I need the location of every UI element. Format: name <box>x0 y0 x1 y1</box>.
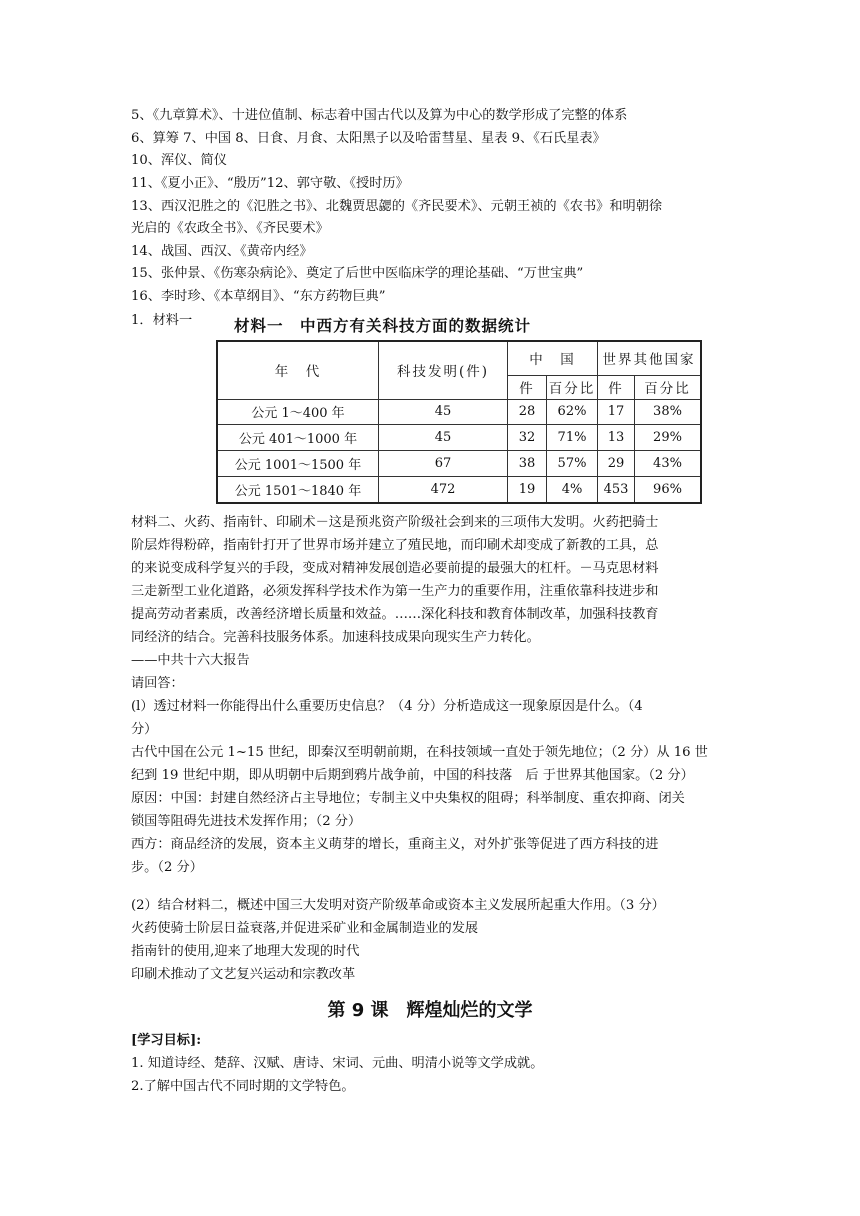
answer-line-6-9: 6、算筹 7、中国 8、日食、月食、太阳黑子以及哈雷彗星、星表 9、《石氏星表》 <box>131 131 606 146</box>
answer-1-line-1: 古代中国在公元 1~15 世纪，即秦汉至明朝前期，在科技领域一直处于领先地位；（2 分）从 16 世 <box>131 745 708 760</box>
goal-item: 1. 知道诗经、楚辞、汉赋、唐诗、宋词、元曲、明清小说等文学成就。 <box>131 1056 544 1071</box>
header-inventions: 科技发明(件) <box>379 341 508 399</box>
cell-china-percent: 62% <box>547 399 598 425</box>
answer-2-line-1: 火药使骑士阶层日益衰落,并促进采矿业和金属制造业的发展 <box>131 921 479 936</box>
source-attribution: ——中共十六大报告 <box>131 653 250 668</box>
header-era: 年 代 <box>217 341 379 399</box>
material-three-line-1: 三走新型工业化道路，必须发挥科学技术作为第一生产力的重要作用，注重依靠科技进步和 <box>131 584 659 599</box>
material-two-line-2: 阶层炸得粉碎，指南针打开了世界市场并建立了殖民地，而印刷术却变成了新教的工具，总 <box>131 538 659 553</box>
answer-line-10: 10、浑仪、简仪 <box>131 153 227 168</box>
cell-china-count: 28 <box>508 399 547 425</box>
cell-world-count: 29 <box>598 451 635 477</box>
material-three-line-2: 提高劳动者素质，改善经济增长质量和效益。……深化科技和教育体制改革，加强科技教育 <box>131 607 659 622</box>
answer-line-15: 15、张仲景、《伤寒杂病论》、奠定了后世中医临床学的理论基础、“万世宝典” <box>131 266 584 281</box>
goal-item: 2.了解中国古代不同时期的文学特色。 <box>131 1079 355 1094</box>
header-china-count: 件 <box>508 375 547 399</box>
answer-line-13: 13、西汉氾胜之的《氾胜之书》、北魏贾思勰的《齐民要术》、元朝王祯的《农书》和明朝徐 <box>131 199 663 214</box>
question-1: (l）透过材料一你能得出什么重要历史信息？（4 分）分析造成这一现象原因是什么。（4 <box>131 699 643 714</box>
header-world-percent: 百分比 <box>635 375 702 399</box>
cell-world-count: 17 <box>598 399 635 425</box>
cell-inventions: 45 <box>379 399 508 425</box>
answer-line-11-12: 11、《夏小正》、“殷历”12、郭守敬、《授时历》 <box>131 176 409 191</box>
goals-heading: [学习目标]: <box>131 1033 202 1048</box>
question-1-cont: 分） <box>131 722 158 737</box>
answer-2-line-3: 印刷术推动了文艺复兴运动和宗教改革 <box>131 967 356 982</box>
answer-line-14: 14、战国、西汉、《黄帝内经》 <box>131 244 313 259</box>
lesson-title: 第 9 课 辉煌灿烂的文学 <box>327 1000 533 1021</box>
cell-era: 公元 1001～1500 年 <box>217 451 379 477</box>
table-title: 材料一 中西方有关科技方面的数据统计 <box>234 316 532 335</box>
cell-inventions: 67 <box>379 451 508 477</box>
cell-china-count: 19 <box>508 476 547 503</box>
table-row <box>217 476 701 503</box>
answer-line-5: 5、《九章算术》、十进位值制、标志着中国古代以及算为中心的数学形成了完整的体系 <box>131 108 628 123</box>
table-row <box>217 451 701 477</box>
answer-1-reason-china: 原因：中国：封建自然经济占主导地位；专制主义中央集权的阻碍；科举制度、重农抑商、闭关 <box>131 791 685 806</box>
cell-inventions: 472 <box>379 476 508 503</box>
cell-china-count: 38 <box>508 451 547 477</box>
answer-1-reason-west-cont: 步。（2 分） <box>131 860 203 875</box>
header-china: 中 国 <box>508 341 598 375</box>
cell-inventions: 45 <box>379 425 508 451</box>
cell-world-percent: 29% <box>635 425 702 451</box>
cell-world-percent: 38% <box>635 399 702 425</box>
material-two-line-3: 的来说变成科学复兴的手段，变成对精神发展创造必要前提的最强大的杠杆。－马克思材料 <box>131 561 659 576</box>
cell-era: 公元 1501～1840 年 <box>217 476 379 503</box>
cell-era: 公元 401～1000 年 <box>217 425 379 451</box>
cell-world-percent: 96% <box>635 476 702 503</box>
header-world: 世界其他国家 <box>598 341 702 375</box>
statistics-table-wrap <box>216 340 704 506</box>
material-three-line-3: 同经济的结合。完善科技服务体系。加速科技成果向现实生产力转化。 <box>131 630 540 645</box>
cell-china-count: 32 <box>508 425 547 451</box>
material-two-line-1: 材料二、火药、指南针、印刷术－这是预兆资产阶级社会到来的三项伟大发明。火药把骑士 <box>131 515 659 530</box>
cell-era: 公元 1～400 年 <box>217 399 379 425</box>
answer-line-13-cont: 光启的《农政全书》、《齐民要术》 <box>131 221 329 236</box>
header-china-percent: 百分比 <box>547 375 598 399</box>
table-row <box>217 399 701 425</box>
question-prompt: 请回答： <box>131 676 184 691</box>
header-world-count: 件 <box>598 375 635 399</box>
cell-world-percent: 43% <box>635 451 702 477</box>
cell-world-count: 453 <box>598 476 635 503</box>
answer-1-line-2: 纪到 19 世纪中期，即从明朝中后期到鸦片战争前，中国的科技落 后 于世界其他国家。（2 分） <box>131 768 694 783</box>
cell-china-percent: 57% <box>547 451 598 477</box>
answer-line-16: 16、李时珍、《本草纲目》、“东方药物巨典” <box>131 289 386 304</box>
table-row <box>217 425 701 451</box>
answer-1-reason-china-cont: 锁国等阻碍先进技术发挥作用；（2 分） <box>131 814 362 829</box>
cell-china-percent: 71% <box>547 425 598 451</box>
cell-china-percent: 4% <box>547 476 598 503</box>
statistics-table <box>216 340 702 504</box>
material-label: 1．材料一 <box>131 313 193 328</box>
answer-2-line-2: 指南针的使用,迎来了地理大发现的时代 <box>131 944 360 959</box>
answer-1-reason-west: 西方：商品经济的发展，资本主义萌芽的增长，重商主义，对外扩张等促进了西方科技的进 <box>131 837 659 852</box>
question-2: (2）结合材料二，概述中国三大发明对资产阶级革命或资本主义发展所起重大作用。（3 分） <box>131 898 665 913</box>
cell-world-count: 13 <box>598 425 635 451</box>
